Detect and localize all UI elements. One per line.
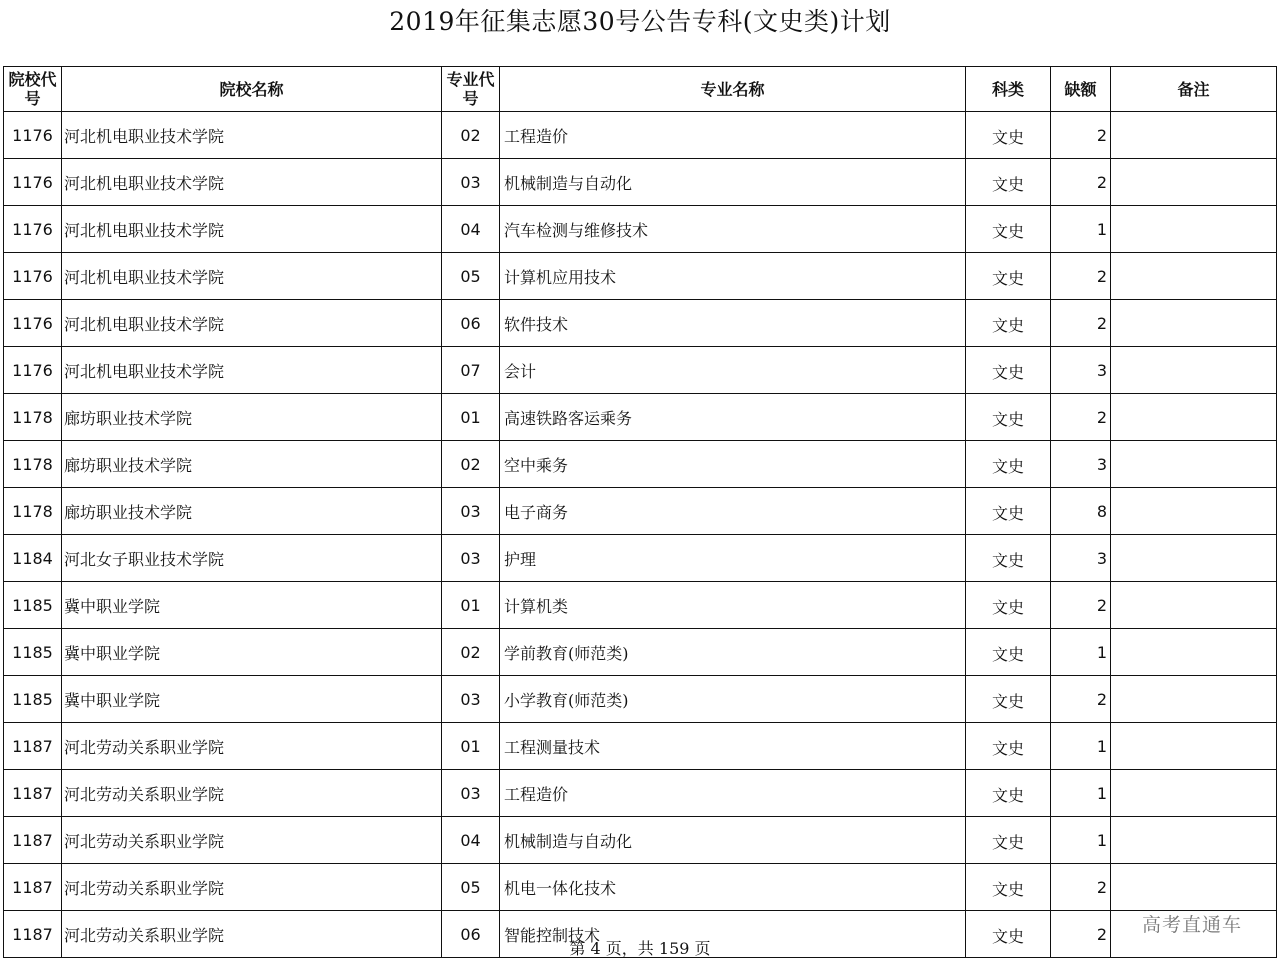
cell-school-name: 河北机电职业技术学院	[62, 206, 442, 253]
cell-school-name: 河北劳动关系职业学院	[62, 723, 442, 770]
cell-school-code: 1178	[4, 488, 62, 535]
table-row	[4, 441, 1277, 488]
cell-vacancy: 2	[1051, 911, 1111, 958]
cell-school-name: 河北劳动关系职业学院	[62, 911, 442, 958]
cell-major-code: 02	[442, 112, 500, 159]
cell-major-code: 06	[442, 911, 500, 958]
cell-category: 文史	[966, 817, 1051, 864]
cell-vacancy: 2	[1051, 676, 1111, 723]
table-row	[4, 723, 1277, 770]
cell-remarks	[1111, 206, 1277, 253]
cell-vacancy: 1	[1051, 723, 1111, 770]
cell-category: 文史	[966, 723, 1051, 770]
cell-major-name: 机电一体化技术	[500, 864, 966, 911]
cell-school-name: 河北机电职业技术学院	[62, 300, 442, 347]
cell-category: 文史	[966, 441, 1051, 488]
cell-major-code: 01	[442, 394, 500, 441]
cell-school-name: 河北机电职业技术学院	[62, 347, 442, 394]
header-vacancy: 缺额	[1051, 67, 1111, 112]
cell-remarks	[1111, 676, 1277, 723]
cell-major-name: 计算机应用技术	[500, 253, 966, 300]
table-row	[4, 253, 1277, 300]
cell-vacancy: 2	[1051, 300, 1111, 347]
cell-category: 文史	[966, 206, 1051, 253]
table-row	[4, 394, 1277, 441]
cell-major-code: 06	[442, 300, 500, 347]
cell-school-code: 1187	[4, 770, 62, 817]
cell-category: 文史	[966, 112, 1051, 159]
cell-major-code: 01	[442, 582, 500, 629]
cell-vacancy: 1	[1051, 817, 1111, 864]
cell-school-code: 1185	[4, 676, 62, 723]
cell-remarks	[1111, 112, 1277, 159]
table-row	[4, 864, 1277, 911]
cell-major-name: 智能控制技术	[500, 911, 966, 958]
page-title: 2019年征集志愿30号公告专科(文史类)计划	[389, 7, 891, 36]
cell-school-name: 河北机电职业技术学院	[62, 253, 442, 300]
cell-school-code: 1178	[4, 441, 62, 488]
cell-school-code: 1187	[4, 723, 62, 770]
cell-major-name: 汽车检测与维修技术	[500, 206, 966, 253]
cell-remarks	[1111, 582, 1277, 629]
table-row	[4, 770, 1277, 817]
cell-major-name: 护理	[500, 535, 966, 582]
cell-category: 文史	[966, 159, 1051, 206]
cell-major-name: 机械制造与自动化	[500, 817, 966, 864]
cell-vacancy: 2	[1051, 864, 1111, 911]
cell-school-name: 冀中职业学院	[62, 629, 442, 676]
cell-school-code: 1185	[4, 582, 62, 629]
cell-major-code: 03	[442, 488, 500, 535]
cell-school-name: 廊坊职业技术学院	[62, 488, 442, 535]
cell-school-code: 1187	[4, 911, 62, 958]
cell-major-code: 03	[442, 770, 500, 817]
plan-table	[3, 66, 1277, 958]
table-row	[4, 676, 1277, 723]
cell-vacancy: 1	[1051, 770, 1111, 817]
cell-school-code: 1187	[4, 864, 62, 911]
cell-remarks	[1111, 441, 1277, 488]
cell-major-name: 工程造价	[500, 112, 966, 159]
watermark-text: 高考直通车	[1142, 914, 1243, 936]
table-row	[4, 488, 1277, 535]
cell-vacancy: 3	[1051, 535, 1111, 582]
page-footer: 第 4 页，共 159 页	[569, 939, 711, 958]
cell-school-name: 廊坊职业技术学院	[62, 394, 442, 441]
cell-remarks	[1111, 535, 1277, 582]
cell-major-code: 05	[442, 864, 500, 911]
header-remarks: 备注	[1111, 67, 1277, 112]
cell-major-code: 04	[442, 206, 500, 253]
table-row	[4, 159, 1277, 206]
table-row	[4, 206, 1277, 253]
cell-category: 文史	[966, 347, 1051, 394]
cell-major-code: 05	[442, 253, 500, 300]
cell-school-name: 河北劳动关系职业学院	[62, 770, 442, 817]
cell-vacancy: 2	[1051, 394, 1111, 441]
cell-major-name: 高速铁路客运乘务	[500, 394, 966, 441]
cell-vacancy: 3	[1051, 347, 1111, 394]
cell-school-code: 1176	[4, 206, 62, 253]
cell-category: 文史	[966, 864, 1051, 911]
table-row	[4, 817, 1277, 864]
cell-vacancy: 2	[1051, 253, 1111, 300]
cell-remarks	[1111, 159, 1277, 206]
cell-school-name: 河北劳动关系职业学院	[62, 817, 442, 864]
cell-vacancy: 2	[1051, 112, 1111, 159]
header-major-name: 专业名称	[500, 67, 966, 112]
cell-major-name: 机械制造与自动化	[500, 159, 966, 206]
table-row	[4, 112, 1277, 159]
cell-school-code: 1176	[4, 112, 62, 159]
table-row	[4, 347, 1277, 394]
cell-category: 文史	[966, 770, 1051, 817]
cell-remarks	[1111, 629, 1277, 676]
header-major-code: 专业代号	[442, 67, 500, 112]
cell-major-code: 03	[442, 535, 500, 582]
cell-vacancy: 1	[1051, 629, 1111, 676]
cell-school-name: 河北劳动关系职业学院	[62, 864, 442, 911]
cell-major-name: 学前教育(师范类)	[500, 629, 966, 676]
cell-vacancy: 2	[1051, 582, 1111, 629]
cell-remarks	[1111, 817, 1277, 864]
cell-category: 文史	[966, 535, 1051, 582]
cell-remarks	[1111, 253, 1277, 300]
cell-major-code: 07	[442, 347, 500, 394]
cell-remarks	[1111, 723, 1277, 770]
header-school-code: 院校代号	[4, 67, 62, 112]
header-category: 科类	[966, 67, 1051, 112]
cell-major-name: 电子商务	[500, 488, 966, 535]
cell-vacancy: 1	[1051, 206, 1111, 253]
cell-school-name: 廊坊职业技术学院	[62, 441, 442, 488]
cell-vacancy: 2	[1051, 159, 1111, 206]
cell-major-code: 03	[442, 159, 500, 206]
cell-major-code: 01	[442, 723, 500, 770]
cell-category: 文史	[966, 582, 1051, 629]
cell-major-name: 小学教育(师范类)	[500, 676, 966, 723]
cell-school-code: 1176	[4, 347, 62, 394]
cell-school-name: 河北机电职业技术学院	[62, 159, 442, 206]
cell-major-code: 02	[442, 441, 500, 488]
cell-major-name: 会计	[500, 347, 966, 394]
cell-category: 文史	[966, 488, 1051, 535]
cell-category: 文史	[966, 253, 1051, 300]
cell-major-code: 03	[442, 676, 500, 723]
cell-major-name: 软件技术	[500, 300, 966, 347]
table-body	[4, 112, 1277, 958]
table-row	[4, 300, 1277, 347]
cell-vacancy: 8	[1051, 488, 1111, 535]
cell-school-name: 河北女子职业技术学院	[62, 535, 442, 582]
cell-remarks	[1111, 488, 1277, 535]
table-row	[4, 582, 1277, 629]
cell-school-code: 1185	[4, 629, 62, 676]
table-row	[4, 629, 1277, 676]
cell-school-code: 1178	[4, 394, 62, 441]
cell-major-code: 02	[442, 629, 500, 676]
cell-school-code: 1187	[4, 817, 62, 864]
cell-category: 文史	[966, 300, 1051, 347]
cell-remarks	[1111, 864, 1277, 911]
cell-remarks	[1111, 347, 1277, 394]
cell-school-code: 1176	[4, 159, 62, 206]
cell-major-name: 计算机类	[500, 582, 966, 629]
cell-major-name: 空中乘务	[500, 441, 966, 488]
cell-school-code: 1176	[4, 253, 62, 300]
cell-remarks	[1111, 300, 1277, 347]
table-row	[4, 535, 1277, 582]
cell-remarks	[1111, 394, 1277, 441]
cell-category: 文史	[966, 911, 1051, 958]
cell-school-code: 1184	[4, 535, 62, 582]
cell-major-name: 工程造价	[500, 770, 966, 817]
cell-school-name: 河北机电职业技术学院	[62, 112, 442, 159]
cell-category: 文史	[966, 629, 1051, 676]
cell-remarks	[1111, 770, 1277, 817]
header-row	[4, 67, 1277, 112]
cell-school-code: 1176	[4, 300, 62, 347]
cell-school-name: 冀中职业学院	[62, 676, 442, 723]
cell-school-name: 冀中职业学院	[62, 582, 442, 629]
cell-major-code: 04	[442, 817, 500, 864]
cell-category: 文史	[966, 676, 1051, 723]
cell-vacancy: 3	[1051, 441, 1111, 488]
header-school-name: 院校名称	[62, 67, 442, 112]
cell-major-name: 工程测量技术	[500, 723, 966, 770]
cell-category: 文史	[966, 394, 1051, 441]
